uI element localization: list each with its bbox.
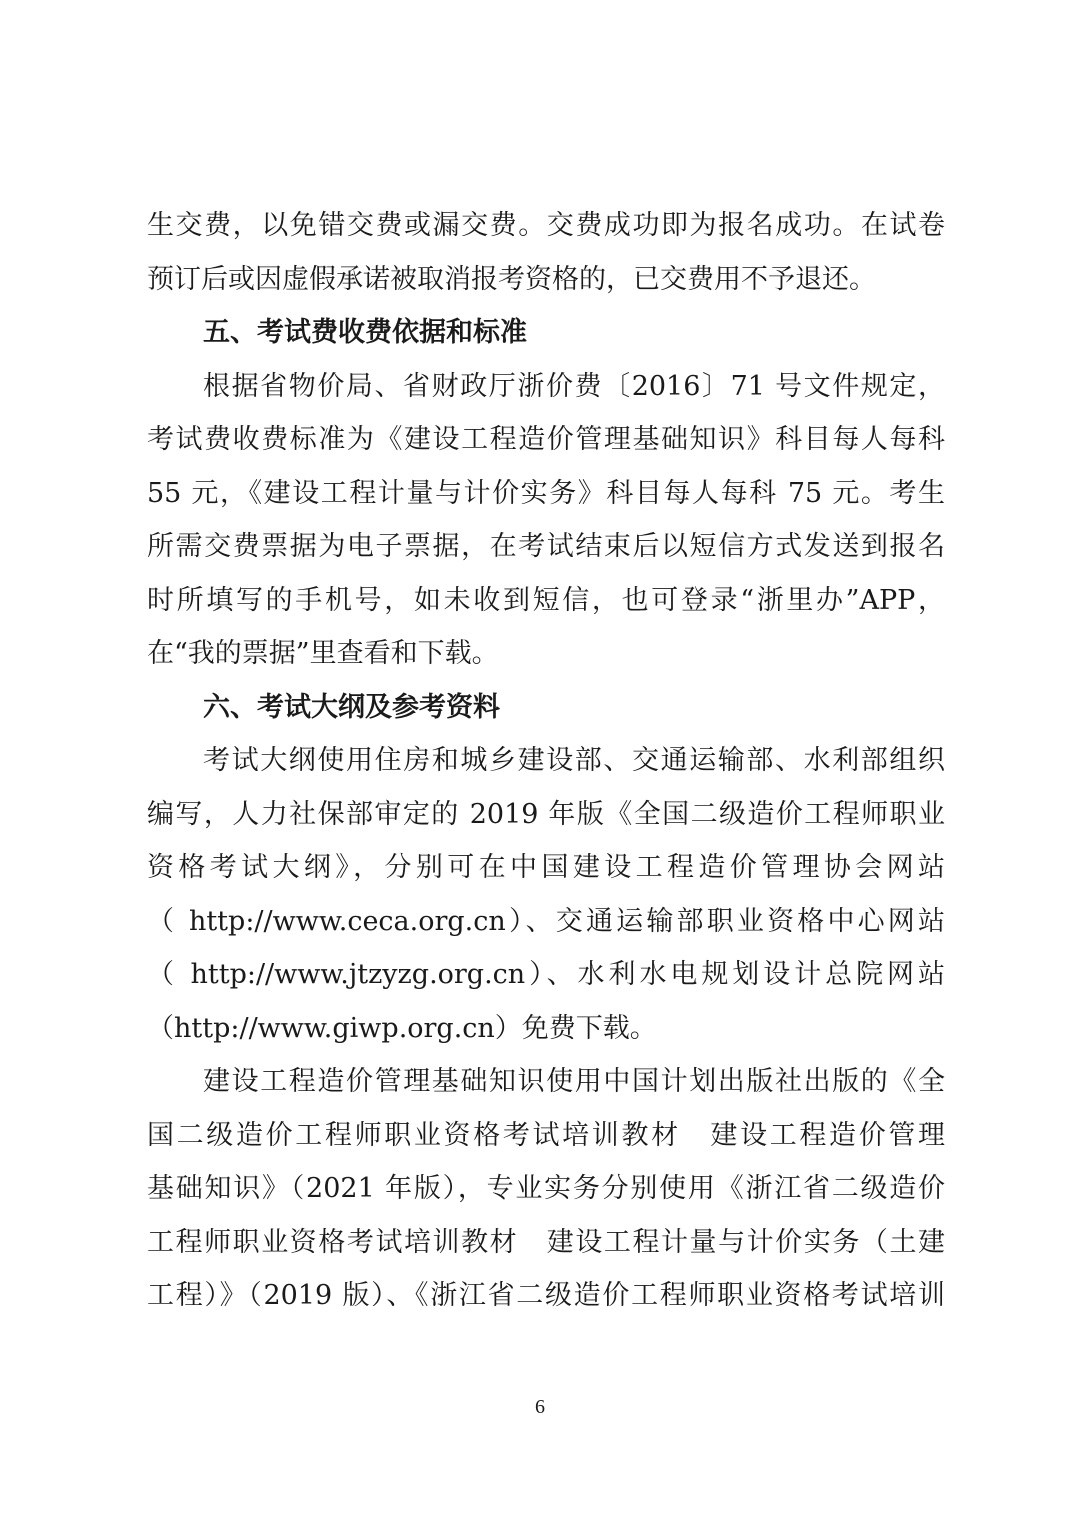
paragraph-line: 55 元，《建设工程计量与计价实务》科目每人每科 75 元。考生 (147, 477, 945, 509)
paragraph-line: 考试大纲使用住房和城乡建设部、交通运输部、水利部组织 (203, 745, 945, 776)
section-heading-fee-standard: 五、考试费收费依据和标准 (203, 317, 527, 348)
paragraph-line: （http://www.giwp.org.cn）免费下载。 (147, 1012, 657, 1044)
paragraph-line: 在“我的票据”里查看和下载。 (147, 638, 499, 669)
paragraph-line: 所需交费票据为电子票据，在考试结束后以短信方式发送到报名 (147, 531, 945, 562)
paragraph-line: 资格考试大纲》，分别可在中国建设工程造价管理协会网站 (147, 852, 945, 883)
page-number: 6 (535, 1396, 545, 1418)
paragraph-line: 国二级造价工程师职业资格考试培训教材 建设工程造价管理 (147, 1119, 945, 1151)
paragraph-line: 时所填写的手机号，如未收到短信，也可登录“浙里办”APP， (147, 584, 945, 616)
paragraph-line: 根据省物价局、省财政厅浙价费〔2016〕71 号文件规定， (203, 370, 945, 402)
document-body (147, 199, 945, 1323)
paragraph-line: 建设工程造价管理基础知识使用中国计划出版社出版的《全 (203, 1066, 945, 1097)
paragraph-line: 预订后或因虚假承诺被取消报考资格的，已交费用不予退还。 (147, 263, 876, 295)
paragraph-line: （ http://www.jtzyzg.org.cn）、水利水电规划设计总院网站 (147, 959, 945, 990)
paragraph-line: 考试费收费标准为《建设工程造价管理基础知识》科目每人每科 (147, 424, 945, 455)
paragraph-line: 基础知识》（2021 年版），专业实务分别使用《浙江省二级造价 (147, 1173, 945, 1204)
paragraph-line: 工程师职业资格考试培训教材 建设工程计量与计价实务（土建 (147, 1226, 945, 1258)
paragraph-line: 工程）》（2019 版）、《浙江省二级造价工程师职业资格考试培训 (147, 1280, 945, 1311)
paragraph-line: 生交费，以免错交费或漏交费。交费成功即为报名成功。在试卷 (147, 210, 945, 241)
section-heading-syllabus: 六、考试大纲及参考资料 (203, 691, 500, 723)
paragraph-line: 编写，人力社保部审定的 2019 年版《全国二级造价工程师职业 (147, 798, 945, 830)
paragraph-line: （ http://www.ceca.org.cn）、交通运输部职业资格中心网站 (147, 905, 945, 937)
